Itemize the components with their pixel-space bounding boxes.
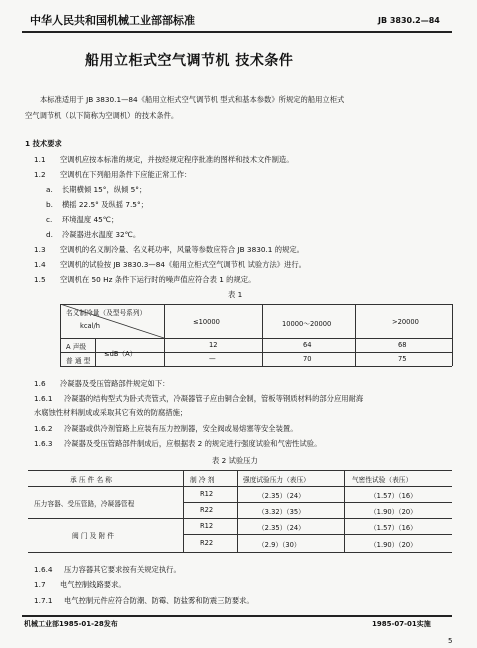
airtight-value: （1.90）（20） [370,541,417,549]
refrigerant: R12 [200,522,214,530]
clause-num: 1.4 [34,260,46,269]
clause-num: 1.6.4 [34,565,53,574]
document-title: 船用立柜式空气调节机 技术条件 [85,53,294,69]
clause-text: 冷凝器及受压管路部件规定如下： [60,379,170,388]
strength-value: （2.9）（30） [258,541,301,549]
intro-line-2: 空气调节机（以下简称为空调机）的技术条件。 [25,111,179,120]
clause-num: 1.2 [34,170,46,179]
table-header-part: 承 压 件 名 称 [70,476,112,484]
standard-organization: 中华人民共和国机械工业部部标准 [30,14,195,27]
header-rule [22,31,452,33]
clause-num: 1.3 [34,245,46,254]
list-text: 横摇 22.5° 及纵摇 7.5°； [62,200,148,209]
airtight-value: （1.90）（20） [370,508,417,516]
clause-num: 1.1 [34,155,46,164]
table-header-strength: 强度试验压力（表压） [243,476,310,484]
cell-value: — [209,355,216,363]
clause-num: 1.6.1 [34,394,53,403]
table-header-capacity: 名义制冷量（及型号系列） [66,309,147,317]
airtight-value: （1.57）（16） [370,524,417,532]
clause-text: 空调机的试验按 JB 3830.3—84《船用立柜式空气调节机 试验方法》进行。 [60,260,306,269]
refrigerant: R12 [200,490,214,498]
row-label: A 声级 [66,343,87,351]
cell-value: 64 [303,341,312,349]
clause-num: 1.7 [34,580,46,589]
list-text: 环境温度 45℃； [62,215,119,224]
airtight-value: （1.57）（16） [370,492,417,500]
list-marker: c. [46,215,53,224]
strength-value: （2.35）（24） [258,524,305,532]
intro-line-1: 本标准适用于 JB 3830.1—84《船用立柜式空气调节机 型式和基本参数》所规定的船用立柜式 [40,95,345,104]
page-number: 5 [448,637,453,645]
range-2: 10000～20000 [282,320,332,328]
range-1: ≤10000 [193,318,220,326]
cell-value: 12 [209,341,218,349]
table-header-airtight: 气密性试验（表压） [352,476,413,484]
row-unit: ≤dB（A） [104,350,137,358]
part-label: 压力容器、受压管路，冷凝器管程 [34,500,135,508]
clause-text: 空调机应按本标准的规定，并按经规定程序批准的图样和技术文件制造。 [60,155,294,164]
clause-text: 冷凝器的结构型式为卧式壳管式，冷凝器管子应由铜合金制，管板等钢质材料的部分应用耐海 [64,394,364,403]
issued-date: 机械工业部1985-01-28发布 [24,620,118,628]
row-label: 普 通 型 [66,357,91,365]
effective-date: 1985-07-01实施 [372,620,431,628]
table-caption: 表 1 [228,290,243,299]
part-label: 阀 门 及 附 件 [72,532,114,540]
clause-text: 电气控制线路要求。 [60,580,126,589]
table-caption: 表 2 试验压力 [212,456,258,465]
range-3: >20000 [392,318,419,326]
clause-num: 1.6.2 [34,424,53,433]
cell-value: 75 [398,355,407,363]
list-marker: a. [46,185,53,194]
clause-num: 1.6 [34,379,46,388]
clause-text: 电气控制元件应符合防潮、防霉、防盐雾和防震三防要求。 [64,596,254,605]
strength-value: （3.32）（35） [258,508,305,516]
section-heading: 1 技术要求 [25,139,62,148]
list-text: 长期横倾 15°，纵倾 5°； [62,185,147,194]
refrigerant: R22 [200,506,214,514]
clause-num: 1.5 [34,275,46,284]
clause-text: 空调机在 50 Hz 条件下运行时的噪声值应符合表 1 的规定。 [60,275,256,284]
clause-text: 压力容器其它要求按有关规定执行。 [64,565,181,574]
table-header-refrigerant: 制 冷 剂 [190,476,215,484]
standard-code: JB 3830.2—84 [378,16,440,25]
clause-num: 1.7.1 [34,596,53,605]
cell-value: 70 [303,355,312,363]
list-marker: d. [46,230,53,239]
list-marker: b. [46,200,53,209]
refrigerant: R22 [200,539,214,547]
footer-rule [22,615,452,617]
table-header-unit: kcal/h [80,322,100,330]
clause-num: 1.6.3 [34,439,53,448]
clause-text: 冷凝器或供冷剂管路上应装有压力控制器，安全阀或易熔塞等安全装置。 [64,424,298,433]
clause-text: 冷凝器及受压管路部件制成后，应根据表 2 的规定进行强度试验和气密性试验。 [64,439,322,448]
strength-value: （2.35）（24） [258,492,305,500]
list-text: 冷凝器进水温度 32℃。 [62,230,141,239]
clause-text-cont: 水腐蚀性材料制成或采取其它有效的防腐措施； [34,408,188,417]
clause-text: 空调机在下列船用条件下应能正常工作： [60,170,192,179]
clause-text: 空调机的名义制冷量、名义耗功率，风量等参数应符合 JB 3830.1 的规定。 [60,245,304,254]
cell-value: 68 [398,341,407,349]
